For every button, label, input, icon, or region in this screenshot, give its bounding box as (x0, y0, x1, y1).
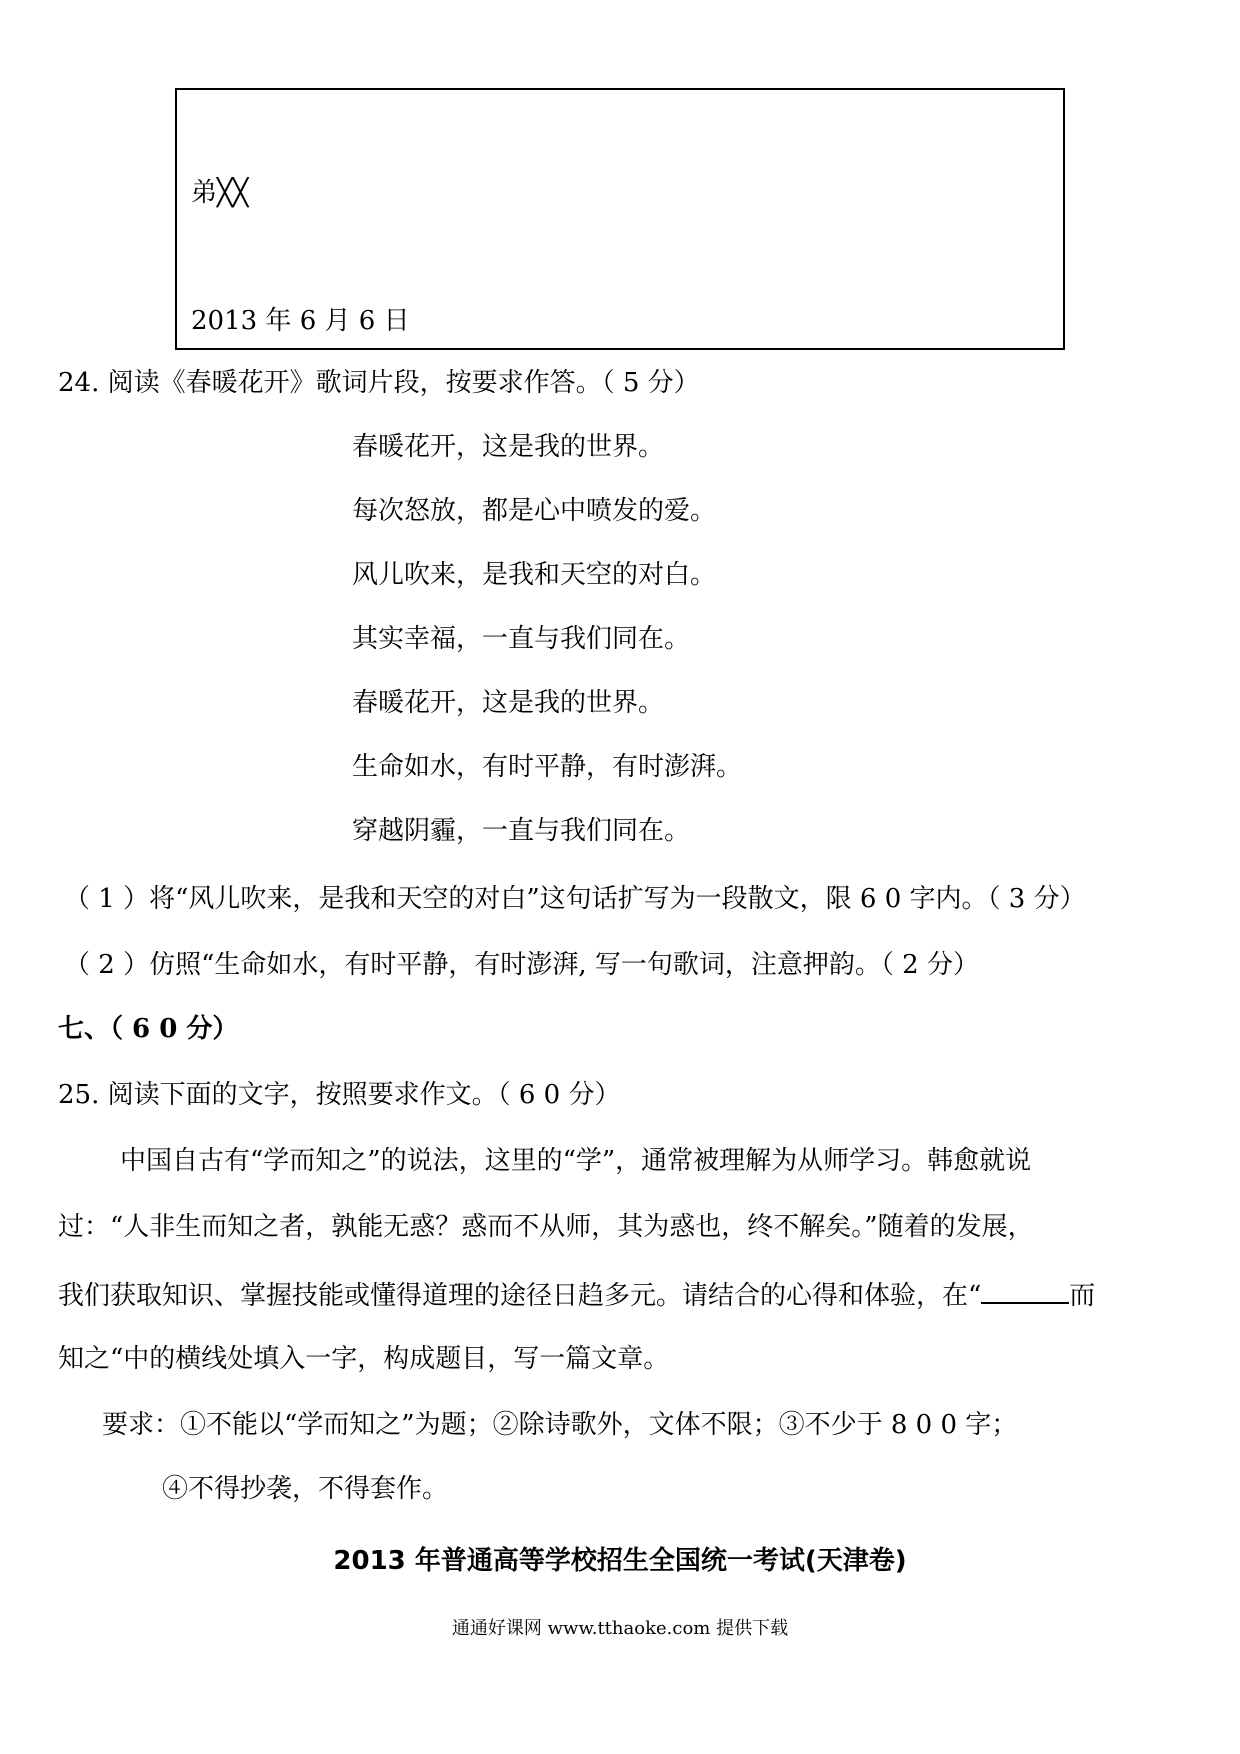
footer-credit: 通通好课网 www.tthaoke.com 提供下载 (451, 1618, 789, 1639)
paragraph-line (58, 1278, 1095, 1312)
q24-sub1: （ 1 ）将“风儿吹来，是我和天空的对白”这句话扩写为一段散文，限 6 0 字内。（ 3 分） (64, 884, 1086, 914)
requirements-line: 要求：①不能以“学而知之”为题；②除诗歌外，文体不限；③不少于 8 0 0 字； (102, 1410, 1018, 1440)
fill-in-blank (981, 1278, 1069, 1304)
paragraph-text: 我们获取知识、掌握技能或懂得道理的途径日趋多元。请结合的心得和体验，在“ (58, 1281, 982, 1311)
lyric-line: 每次怒放，都是心中喷发的爱。 (352, 496, 717, 526)
letter-box (175, 88, 1065, 350)
letter-salutation: 弟╳╳ (191, 178, 249, 208)
paragraph-line: 中国自古有“学而知之”的说法，这里的“学”，通常被理解为从师学习。韩愈就说 (120, 1146, 1032, 1176)
section7-heading: 七、（ 6 0 分） (58, 1014, 239, 1044)
letter-date: 2013 年 6 月 6 日 (191, 306, 410, 336)
paragraph-line: 知之“中的横线处填入一字，构成题目，写一篇文章。 (58, 1344, 670, 1374)
q24-heading: 24. 阅读《春暖花开》歌词片段，按要求作答。（ 5 分） (58, 368, 700, 398)
paragraph-line: 过：“人非生而知之者，孰能无惑？惑而不从师，其为惑也，终不解矣。”随着的发展， (58, 1212, 1034, 1242)
q25-heading: 25. 阅读下面的文字，按照要求作文。（ 6 0 分） (58, 1080, 621, 1110)
q24-sub2: （ 2 ）仿照“生命如水，有时平静，有时澎湃, 写一句歌词，注意押韵。（ 2 分） (64, 950, 979, 980)
lyric-line: 春暖花开，这是我的世界。 (352, 688, 665, 718)
exam-title: 2013 年普通高等学校招生全国统一考试(天津卷) (333, 1546, 907, 1576)
lyric-line: 生命如水，有时平静，有时澎湃。 (352, 752, 743, 782)
lyric-line: 春暖花开，这是我的世界。 (352, 432, 665, 462)
lyric-line: 其实幸福，一直与我们同在。 (352, 624, 691, 654)
lyric-line: 穿越阴霾，一直与我们同在。 (352, 816, 691, 846)
requirements-line: ④不得抄袭，不得套作。 (162, 1474, 449, 1504)
paragraph-text: 而 (1069, 1281, 1096, 1311)
lyric-line: 风儿吹来，是我和天空的对白。 (352, 560, 717, 590)
